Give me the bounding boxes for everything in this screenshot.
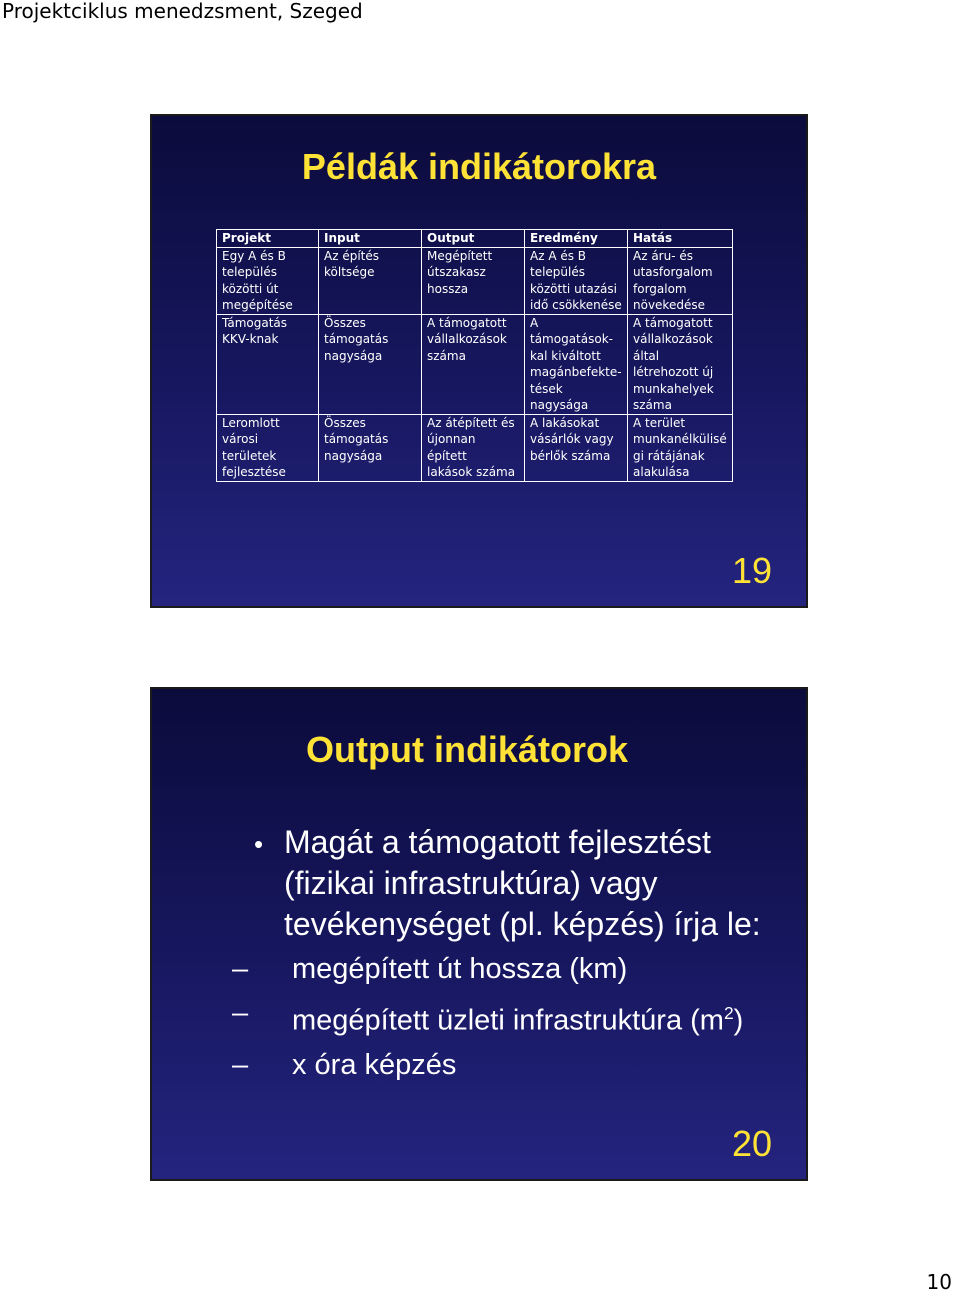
bullet-item <box>254 822 774 945</box>
table-row <box>217 247 733 314</box>
table-cell: Az áru- és utasforgalom forgalom növekedése <box>628 247 733 314</box>
sub-item-text: megépített út hossza (km) <box>292 953 628 985</box>
table-cell: Megépített útszakasz hossza <box>422 247 525 314</box>
document-header: Projektciklus menedzsment, Szeged <box>2 0 363 23</box>
table-cell: A támogatott vállalkozások száma <box>422 314 525 414</box>
table-cell: Leromlott városi területek fejlesztése <box>217 414 319 481</box>
header-projekt: Projekt <box>217 230 319 248</box>
header-input: Input <box>319 230 422 248</box>
table-cell: Az építés költsége <box>319 247 422 314</box>
table-cell: Összes támogatás nagysága <box>319 314 422 414</box>
slide-19 <box>150 114 808 608</box>
indicator-table <box>216 229 733 482</box>
header-eredmeny: Eredmény <box>525 230 628 248</box>
header-hatas: Hatás <box>628 230 733 248</box>
table-cell: Támogatás KKV-knak <box>217 314 319 414</box>
table-cell: Az átépített és újonnan épített lakások száma <box>422 414 525 481</box>
bullet-text: Magát a támogatott fejlesztést (fizikai infrastruktúra) vagy tevékenységet (pl. képzés) írja le: <box>284 824 761 942</box>
slide-title: Példák indikátorokra <box>301 146 657 187</box>
table-row <box>217 414 733 481</box>
sub-item-superscript: 2 <box>723 1003 734 1023</box>
sub-item <box>232 991 774 1043</box>
table-cell: Összes támogatás nagysága <box>319 414 422 481</box>
sub-item-tail: ) <box>733 1004 744 1037</box>
sub-item <box>232 947 774 991</box>
slide-number: 19 <box>731 550 772 591</box>
sub-item-text: megépített üzleti infrastruktúra (m <box>292 1004 724 1037</box>
dash-icon: – <box>232 1048 249 1081</box>
dash-icon: – <box>232 953 249 985</box>
slide-number: 20 <box>731 1123 772 1164</box>
table-cell: Az A és B település közötti utazási idő csökkenése <box>525 247 628 314</box>
sub-list <box>232 947 774 1087</box>
slide-20 <box>150 687 808 1181</box>
table-header-row <box>217 230 733 248</box>
dash-icon: – <box>232 997 249 1029</box>
table-cell: A lakásokat vásárlók vagy bérlők száma <box>525 414 628 481</box>
header-output: Output <box>422 230 525 248</box>
bullet-icon: • <box>254 829 264 859</box>
table-cell: A terület munkanélkülisé gi rátájának alakulása <box>628 414 733 481</box>
table-cell: Egy A és B település közötti út megépítése <box>217 247 319 314</box>
sub-item-text: x óra képzés <box>292 1048 457 1081</box>
bullet-list <box>232 822 774 1087</box>
sub-item <box>232 1043 774 1087</box>
table-row <box>217 314 733 414</box>
table-cell: A támogatott vállalkozások által létrehozott új munkahelyek száma <box>628 314 733 414</box>
table-cell: A támogatások- kal kiváltott magánbefekte- tések nagysága <box>525 314 628 414</box>
page-number: 10 <box>926 1270 952 1294</box>
slide-title: Output indikátorok <box>306 729 628 770</box>
